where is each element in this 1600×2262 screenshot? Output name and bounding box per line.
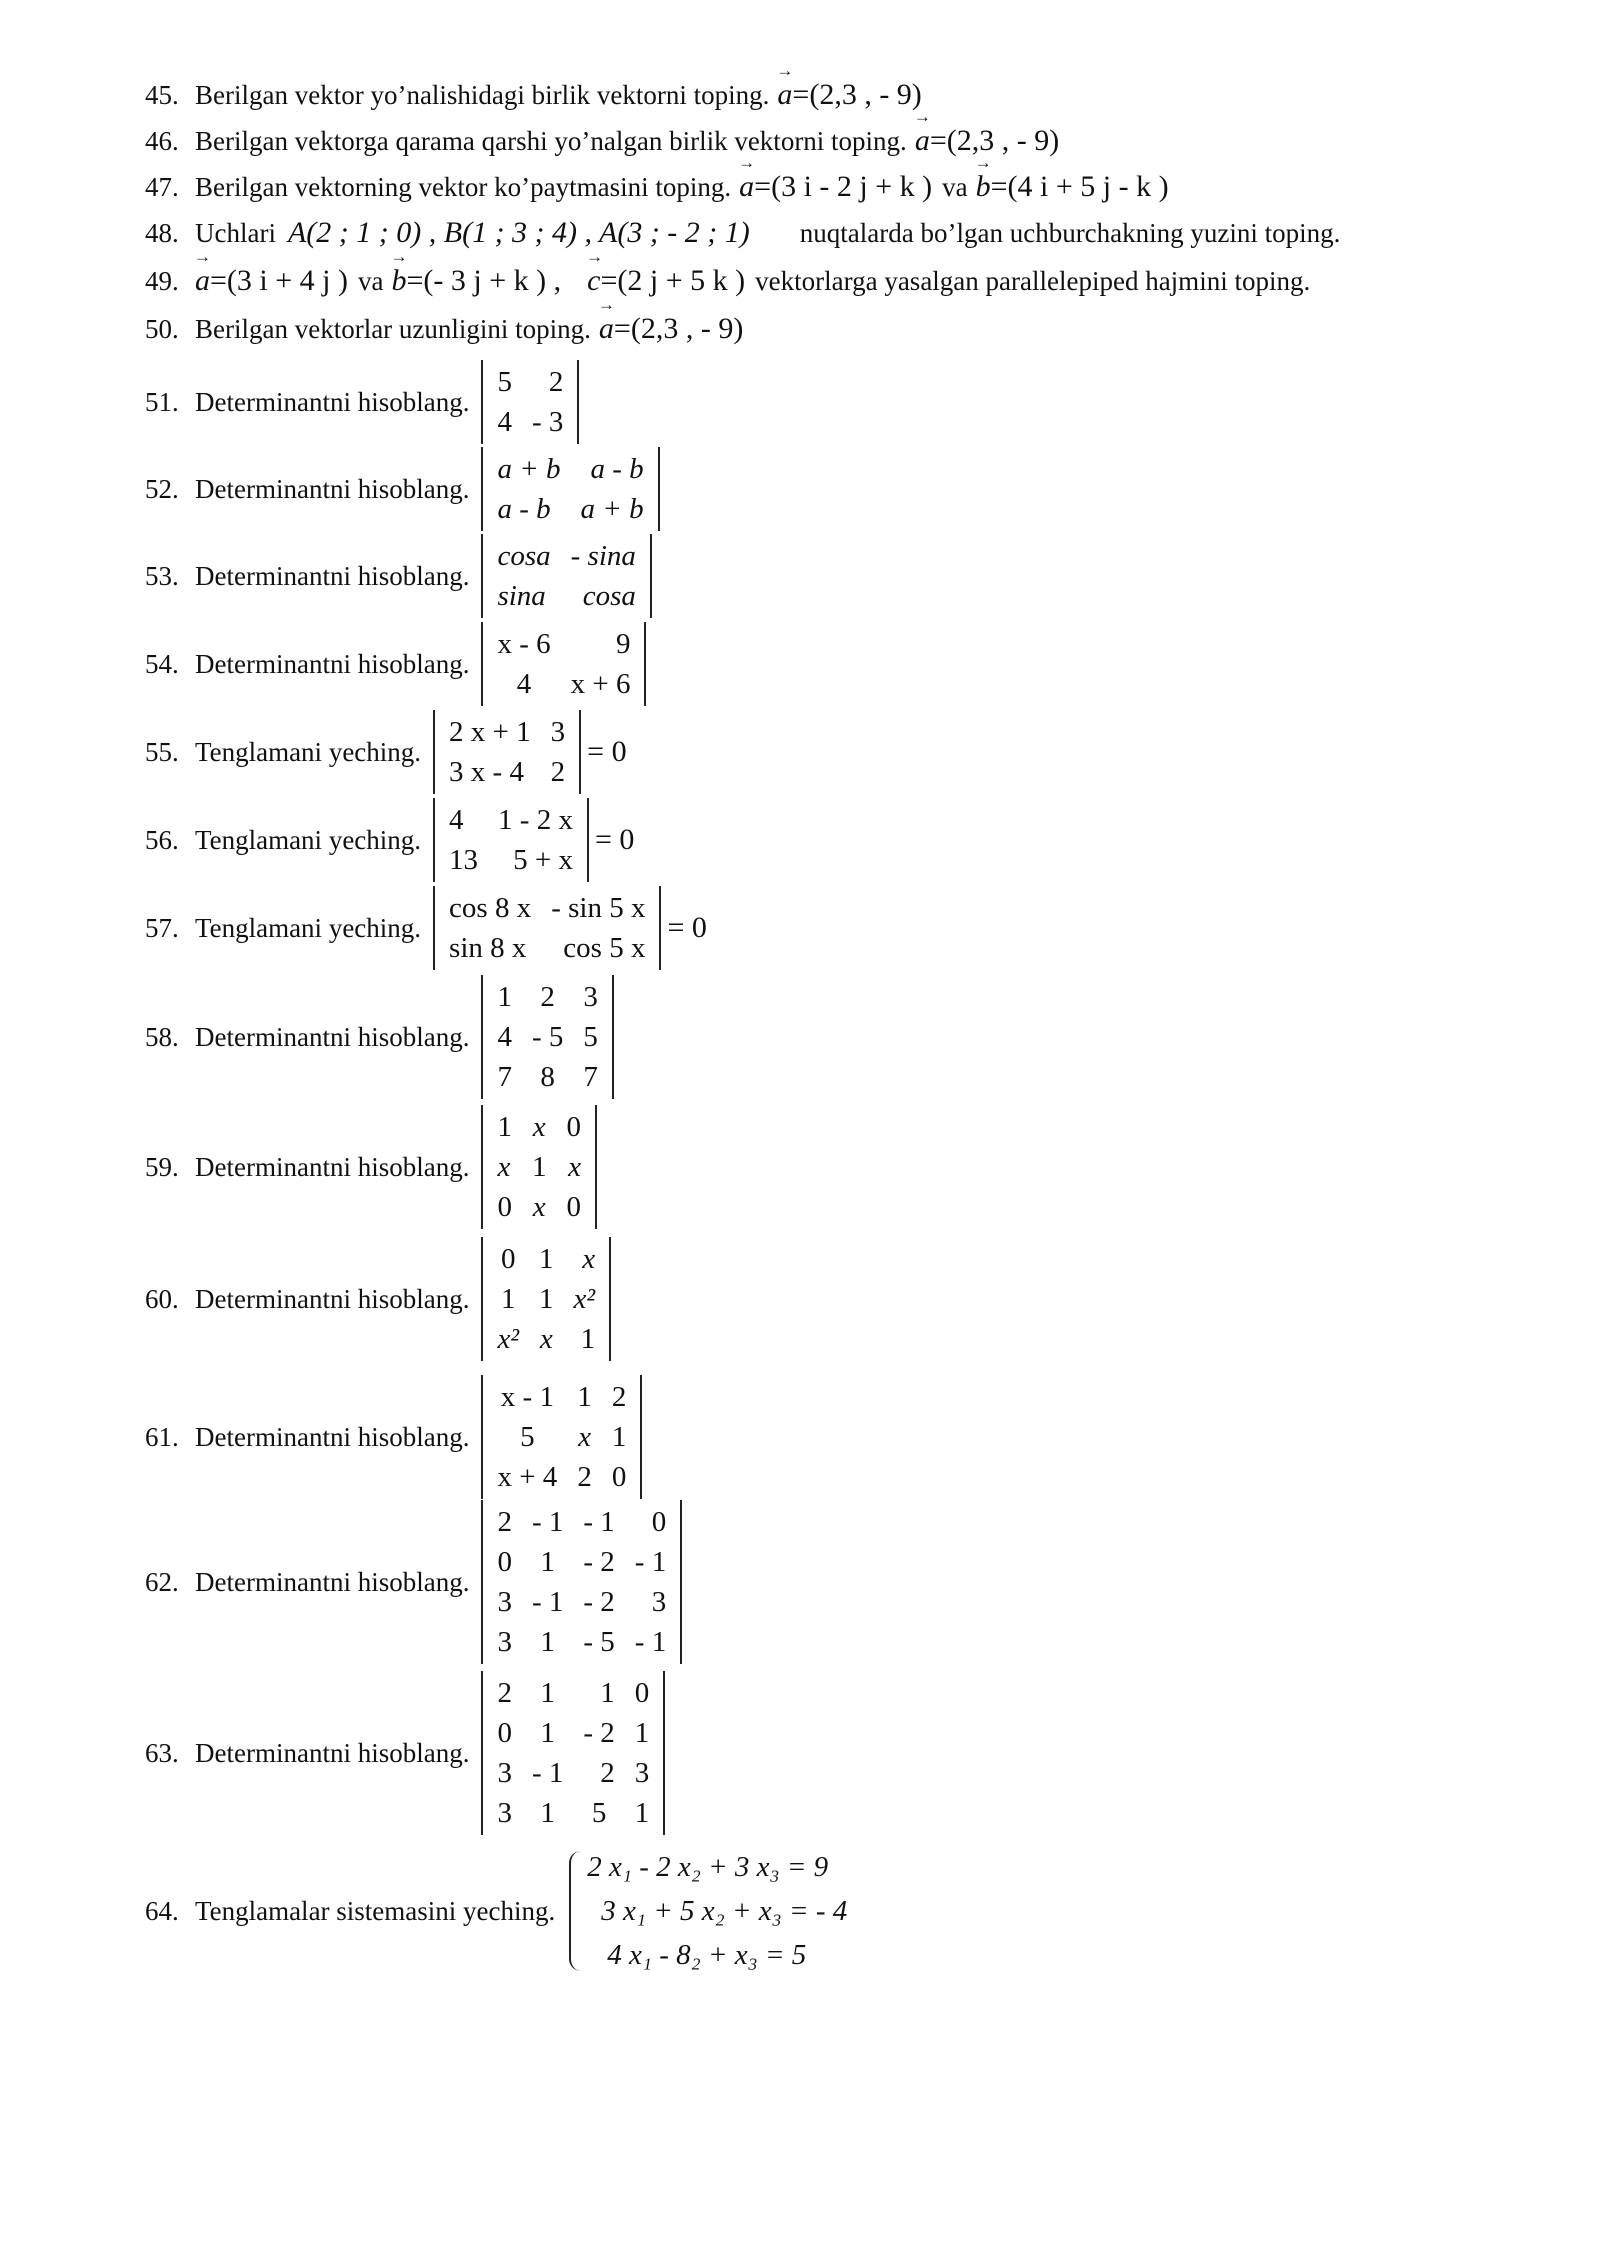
vector-expression: → a=(2,3 , - 9) [599,312,743,346]
left-brace [569,1851,583,1971]
cell: x [568,1151,581,1183]
problem-number: 56. [145,824,179,855]
problem-64 [145,1845,847,1977]
cell: 2 [611,1381,627,1413]
cell: 0 [566,1191,581,1223]
cell: 1 [540,1717,555,1749]
cell: - sin 5 x [551,892,646,924]
equals-zero: = 0 [667,911,707,944]
determinant [481,1671,665,1835]
cell: 1 [580,1323,596,1355]
cell: 1 [531,1151,547,1183]
cell: 3 [497,1797,512,1829]
problem-51 [145,360,579,444]
problem-text: Determinantni hisoblang. [195,560,470,591]
vector-b-expression: → b=(4 i + 5 j - k ) [976,170,1169,204]
cell: 1 [497,1111,512,1143]
problem-text: Determinantni hisoblang. [195,386,470,417]
problem-text: Tenglamalar sistemasini yeching. [195,1895,556,1926]
cell: x [582,1243,596,1275]
problem-text: Determinantni hisoblang. [195,473,470,504]
cell: x + 6 [570,668,631,700]
cell: 1 [577,1381,592,1413]
cell: x [578,1421,591,1453]
cell: 1 [611,1421,627,1453]
problem-number: 47. [145,171,179,202]
cell: 1 [497,981,512,1013]
cell: 1 [540,1626,555,1658]
problem-47 [145,170,1169,204]
determinant [481,1237,611,1361]
cell: 0 [497,1546,512,1578]
problem-text: Tenglamani yeching. [195,912,422,943]
equation-system [569,1845,847,1977]
vector-expression: → a=(2,3 , - 9) [777,78,921,112]
cell: 5 [520,1421,535,1453]
problem-number: 50. [145,313,179,344]
problem-number: 55. [145,736,179,767]
problem-63 [145,1671,665,1835]
cell: 3 [583,981,598,1013]
problem-text: Berilgan vektorlar uzunligini toping. [195,313,591,344]
problem-45 [145,78,922,112]
cell: 1 [540,1546,555,1578]
triangle-points: A(2 ; 1 ; 0) , B(1 ; 3 ; 4) , A(3 ; - 2 ; 1) [287,216,750,249]
cell: 5 + x [513,844,573,876]
cell: 2 [540,981,555,1013]
equation-line: 3 x₁ + 5 x₂ + x₃ = - 4 [601,1895,848,1927]
cell: - 2 [583,1546,615,1578]
cell: 1 [540,1677,555,1709]
cell: 1 [540,1797,555,1829]
problem-48 [145,216,1340,250]
problem-number: 58. [145,1021,179,1052]
problem-number: 64. [145,1895,179,1926]
determinant [481,534,651,618]
determinant [433,886,661,970]
problem-text: Berilgan vektorga qarama qarshi yo’nalgan birlik vektorni toping. [195,125,907,156]
cell: 0 [497,1717,512,1749]
cell: sin 8 x [449,932,527,964]
cell: 1 [634,1717,650,1749]
cell: x [532,1191,546,1223]
cell: - 1 [634,1546,667,1578]
problem-61 [145,1375,642,1499]
problem-text: Determinantni hisoblang. [195,1421,470,1452]
cell: x - 6 [497,628,551,660]
cell: a - b [590,453,644,485]
cell: 3 [497,1626,512,1658]
problem-58 [145,975,614,1099]
problem-number: 57. [145,912,179,943]
cell: 5 [583,1021,598,1053]
cell: 1 [539,1283,554,1315]
problem-number: 61. [145,1421,179,1452]
cell: cos 5 x [563,932,646,964]
problem-53 [145,534,652,618]
cell: 1 [500,1283,516,1315]
cell: - sina [570,540,636,572]
problem-number: 48. [145,217,179,248]
determinant [481,360,579,444]
problem-59 [145,1105,597,1229]
cell: cosa [582,580,636,612]
problem-number: 63. [145,1737,179,1768]
cell: 4 [497,406,512,438]
vector-a-expression: → a=(3 i - 2 j + k ) [739,170,932,204]
cell: 3 [497,1757,512,1789]
cell: 3 [497,1586,512,1618]
problem-60 [145,1237,611,1361]
cell: - 1 [531,1757,564,1789]
cell: 2 [577,1461,592,1493]
cell: 0 [651,1506,667,1538]
cell: x [539,1323,553,1355]
cell: 2 [497,1677,512,1709]
problem-text: Determinantni hisoblang. [195,1021,470,1052]
problem-number: 45. [145,79,179,110]
cell: a - b [497,493,551,525]
problem-49 [145,264,1310,298]
equation-line: 2 x₁ - 2 x₂ + 3 x₃ = 9 [587,1851,829,1883]
cell: - 3 [531,406,564,438]
cell: 7 [583,1061,598,1093]
problem-text: Determinantni hisoblang. [195,1283,470,1314]
cell: - 5 [531,1021,564,1053]
cell: a + b [580,493,644,525]
problem-57 [145,886,707,970]
conjunction: va [942,171,968,202]
cell: x² [497,1323,520,1355]
cell: 1 [600,1677,615,1709]
problem-text: vektorlarga yasalgan parallelepiped hajmini toping. [755,265,1311,296]
problem-number: 52. [145,473,179,504]
conjunction: va [358,265,384,296]
cell: x + 4 [497,1461,558,1493]
vector-expression: → a=(2,3 , - 9) [915,124,1059,158]
problem-text: Determinantni hisoblang. [195,648,470,679]
cell: - 1 [583,1506,615,1538]
problem-number: 60. [145,1283,179,1314]
cell: 0 [611,1461,627,1493]
problem-text: Berilgan vektorning vektor ko’paytmasini toping. [195,171,732,202]
problem-text: Tenglamani yeching. [195,736,422,767]
cell: 1 [539,1243,554,1275]
cell: 7 [497,1061,512,1093]
cell: sina [497,580,546,612]
cell: 5 [497,366,512,398]
cell: 9 [615,628,631,660]
cell: - 5 [583,1626,615,1658]
determinant [433,798,589,882]
cell: - 1 [531,1586,564,1618]
cell: 0 [634,1677,650,1709]
problem-number: 46. [145,125,179,156]
problem-text: Determinantni hisoblang. [195,1566,470,1597]
cell: 3 [634,1757,650,1789]
cell: 2 [548,366,564,398]
problem-number: 62. [145,1566,179,1597]
cell: x² [573,1283,596,1315]
problem-52 [145,447,660,531]
cell: cos 8 x [449,892,532,924]
equals-zero: = 0 [594,823,635,856]
cell: 4 [497,1021,512,1053]
problem-62 [145,1500,682,1664]
problem-number: 49. [145,265,179,296]
cell: - 1 [531,1506,564,1538]
problem-number: 53. [145,560,179,591]
cell: 0 [566,1111,581,1143]
cell: 5 [591,1797,607,1829]
problem-text: Tenglamani yeching. [195,824,422,855]
cell: 3 [550,716,566,748]
cell: 3 [651,1586,667,1618]
problem-number: 51. [145,386,179,417]
vector-c-expression: → c=(2 j + 5 k ) [587,264,745,298]
cell: 3 x - 4 [449,756,524,788]
cell: 4 [449,804,464,836]
problem-number: 54. [145,648,179,679]
cell: a + b [497,453,561,485]
determinant [481,1500,682,1664]
cell: 0 [497,1191,512,1223]
cell: 0 [500,1243,516,1275]
cell: 2 [600,1757,615,1789]
determinant [481,1105,597,1229]
determinant [433,710,581,794]
problem-55 [145,710,627,794]
cell: 2 [497,1506,512,1538]
cell: - 1 [634,1626,667,1658]
equals-zero: = 0 [587,735,627,768]
cell: x [497,1151,511,1183]
cell: - 2 [583,1717,615,1749]
vector-b-expression: → b=(- 3 j + k ) , [391,264,561,298]
problem-text: Determinantni hisoblang. [195,1737,470,1768]
problem-text: Uchlari [195,217,276,248]
equation-line: 4 x₁ - 8₂ + x₃ = 5 [607,1939,807,1971]
cell: cosa [497,540,551,572]
problem-text-2: nuqtalarda bo’lgan uchburchakning yuzini toping. [799,217,1341,248]
cell: 4 [516,668,532,700]
determinant [481,447,659,531]
cell: x [532,1111,546,1143]
determinant [481,1375,642,1499]
problem-text: Berilgan vektor yo’nalishidagi birlik vektorni toping. [195,79,770,110]
cell: 1 - 2 x [498,804,573,836]
cell: 8 [540,1061,555,1093]
cell: 2 [550,756,566,788]
cell: 1 [634,1797,650,1829]
determinant [481,622,646,706]
problem-54 [145,622,646,706]
problem-number: 59. [145,1151,179,1182]
problem-46 [145,124,1059,158]
problem-text: Determinantni hisoblang. [195,1151,470,1182]
cell: x - 1 [500,1381,554,1413]
cell: - 2 [583,1586,615,1618]
vector-a-expression: → a=(3 i + 4 j ) [195,264,348,298]
problem-50 [145,312,743,346]
cell: 13 [449,844,479,876]
cell: 2 x + 1 [449,716,531,748]
problem-56 [145,798,634,882]
determinant [481,975,613,1099]
